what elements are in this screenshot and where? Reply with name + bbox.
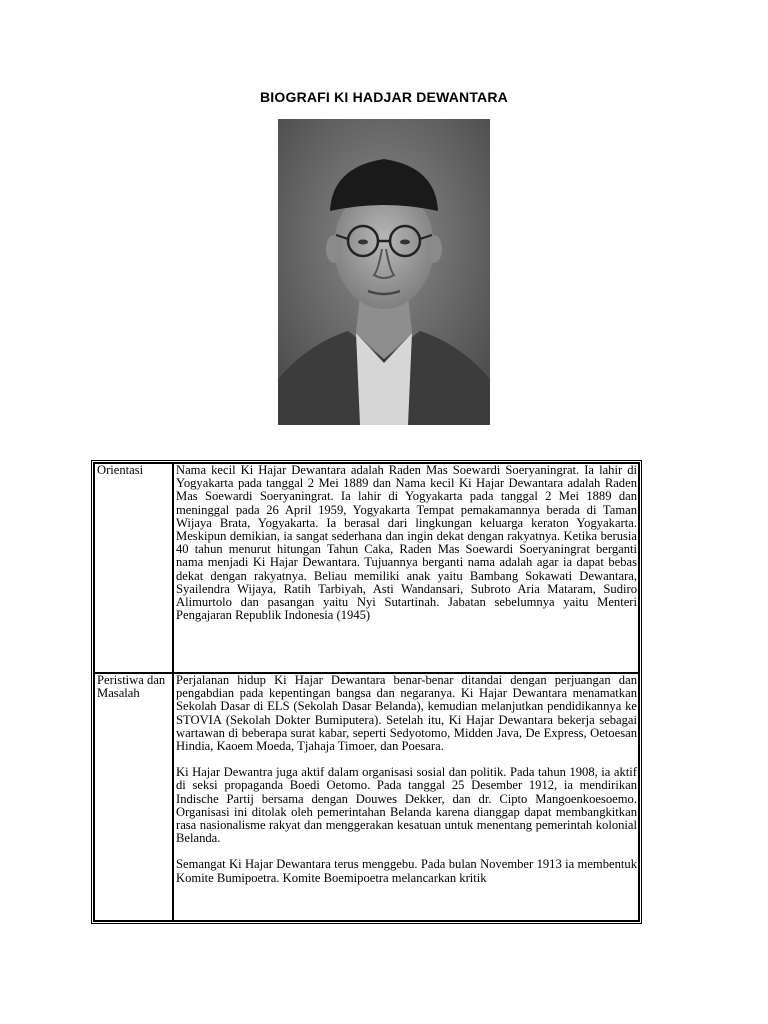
row-label-peristiwa: Peristiwa dan Masalah: [94, 673, 173, 921]
document-title: BIOGRAFI KI HADJAR DEWANTARA: [259, 89, 508, 105]
peristiwa-paragraph-3: Semangat Ki Hajar Dewantara terus menggebu. Pada bulan November 1913 ia membentuk Komite Bumipoetra. Komite Boemipoetra melancarkan kritik: [176, 857, 637, 885]
row-content-peristiwa: [173, 673, 639, 921]
peristiwa-paragraph-2: Ki Hajar Dewantra juga aktif dalam organisasi sosial dan politik. Pada tahun 1908, ia aktif di seksi propaganda Boedi Oetomo. Pada tanggal 25 Desember 1912, ia mendirikan Indische Partij bersama dengan Douwes Dekker, dan dr. Cipto Mangoenkoesoemo. Organisasi ini ditolak oleh pemerintahan Belanda karena dianggap dapat membangkitkan rasa nasionalisme rakyat dan menggerakan kesatuan untuk menentang pemerintah kolonial Belanda.: [176, 765, 637, 846]
row-content-orientasi: [173, 463, 639, 673]
portrait-photo-icon: [278, 119, 490, 425]
orientasi-paragraph: Nama kecil Ki Hajar Dewantara adalah Raden Mas Soewardi Soeryaningrat. Ia lahir di Yogyakarta pada tanggal 2 Mei 1889 dan Nama kecil Ki Hajar Dewantara adalah Raden Mas Soewardi Soeryaningrat. Ia lahir di Yogyakarta pada tanggal 2 Mei 1889 dan meninggal pada 26 April 1959, Yogyakarta Tempat pemakamannya berada di Taman Wijaya Brata, Yogyakarta. Ia berasal dari lingkungan keluarga keraton Yogyakarta. Meskipun demikian, ia sangat sederhana dan ingin dekat dengan rakyatnya. Ketika berusia 40 tahun menurut hitungan Tahun Caka, Raden Mas Soewardi Soeryaningrat berganti nama menjadi Ki Hajar Dewantara. Tujuannya berganti nama adalah agar ia dapat bebas dekat dengan rakyatnya. Beliau memiliki anak yaitu Bambang Sokawati Dewantara, Syailendra Wijaya, Ratih Tarbiyah, Asti Wandansari, Subroto Aria Mataram, Sudiro Alimurtolo dan pasangan yaitu Nyi Sutartinah. Jabatan sebelumnya yaitu Menteri Pengajaran Republik Indonesia (1945): [176, 463, 637, 623]
table-row-orientasi: [94, 463, 639, 673]
portrait-photo: [278, 119, 490, 425]
peristiwa-paragraph-1: Perjalanan hidup Ki Hajar Dewantara benar-benar ditandai dengan perjuangan dan pengabdian pada kepentingan bangsa dan negaranya. Ki Hajar Dewantara menamatkan Sekolah Dasar di ELS (Sekolah Dasar Belanda), kemudian melanjutkan pendidikannya ke STOVIA (Sekolah Dokter Bumiputera). Setelah itu, Ki Hajar Dewantara bekerja sebagai wartawan di beberapa surat kabar, seperti Sedyotomo, Midden Java, De Express, Oetoesan Hindia, Kaoem Moeda, Tjahaja Timoer, dan Poesara.: [176, 674, 637, 754]
row-label-orientasi: Orientasi: [94, 463, 173, 673]
table-row-peristiwa: [94, 673, 639, 921]
biography-table: [93, 462, 640, 922]
